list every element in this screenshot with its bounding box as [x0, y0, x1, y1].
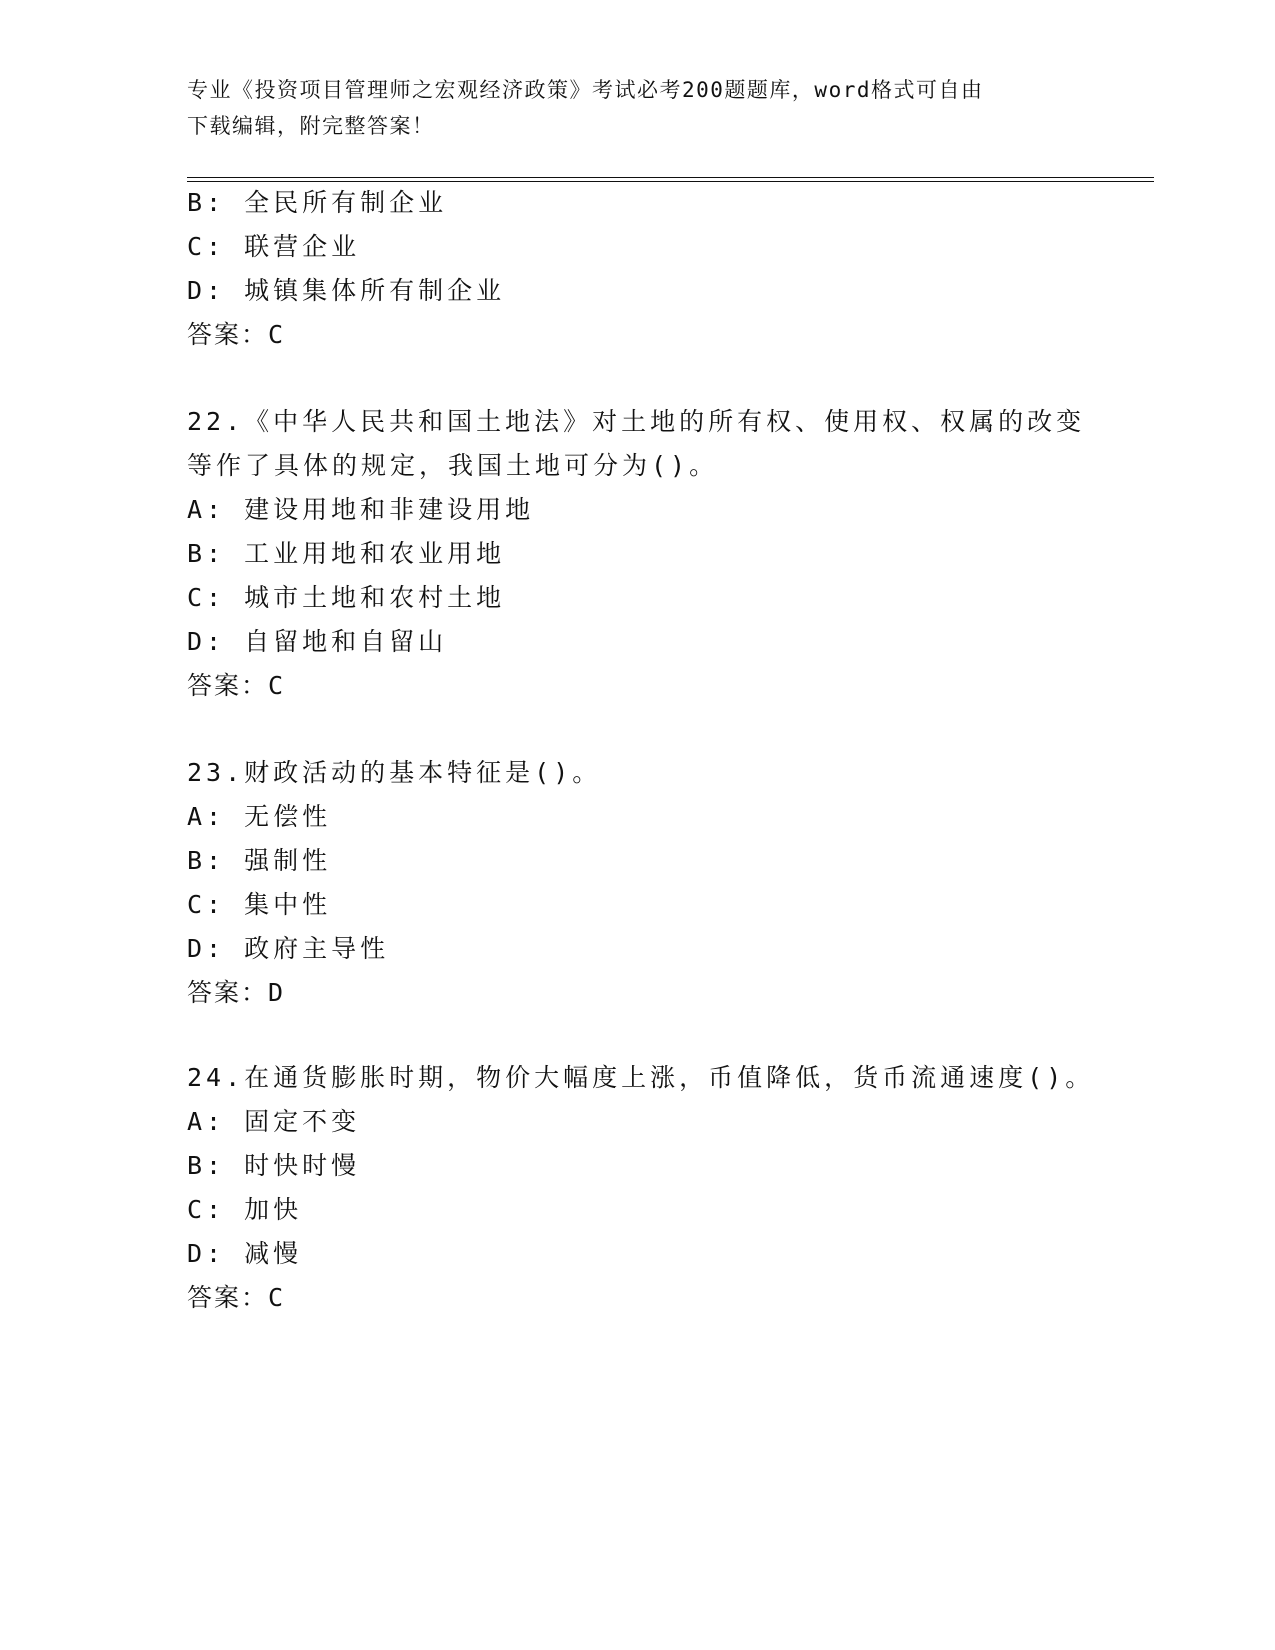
q23-option-c: C: 集中性	[187, 890, 332, 919]
q24-answer: 答案：C	[187, 1283, 286, 1312]
q22-option-b: B: 工业用地和农业用地	[187, 539, 506, 568]
q24-option-c: C: 加快	[187, 1195, 303, 1224]
prev-option-c: C: 联营企业	[187, 232, 361, 261]
q23-answer: 答案：D	[187, 978, 286, 1007]
q22-stem-line-2: 等作了具体的规定，我国土地可分为()。	[187, 451, 719, 480]
q24-stem-line-1: 24.在通货膨胀时期，物价大幅度上涨，币值降低，货币流通速度()。	[187, 1063, 1095, 1092]
prev-option-d: D: 城镇集体所有制企业	[187, 276, 506, 305]
q24-option-d: D: 减慢	[187, 1239, 303, 1268]
prev-answer: 答案：C	[187, 320, 286, 349]
header-divider-top	[187, 177, 1154, 178]
q23-option-b: B: 强制性	[187, 846, 332, 875]
q23-stem-line-1: 23.财政活动的基本特征是()。	[187, 758, 602, 787]
prev-option-b: B: 全民所有制企业	[187, 188, 448, 217]
header-line-2: 下载编辑，附完整答案！	[187, 114, 435, 138]
q22-stem-line-1: 22.《中华人民共和国土地法》对土地的所有权、使用权、权属的改变	[187, 407, 1086, 436]
q22-option-a: A: 建设用地和非建设用地	[187, 495, 535, 524]
header-line-1: 专业《投资项目管理师之宏观经济政策》考试必考200题题库，word格式可自由	[187, 78, 984, 102]
q22-answer: 答案：C	[187, 671, 286, 700]
q22-option-d: D: 自留地和自留山	[187, 627, 448, 656]
q24-option-a: A: 固定不变	[187, 1107, 361, 1136]
q24-option-b: B: 时快时慢	[187, 1151, 361, 1180]
q22-option-c: C: 城市土地和农村土地	[187, 583, 506, 612]
q23-option-a: A: 无偿性	[187, 802, 332, 831]
header-divider-bottom	[187, 181, 1154, 182]
document-header	[187, 72, 1087, 144]
q23-option-d: D: 政府主导性	[187, 934, 390, 963]
